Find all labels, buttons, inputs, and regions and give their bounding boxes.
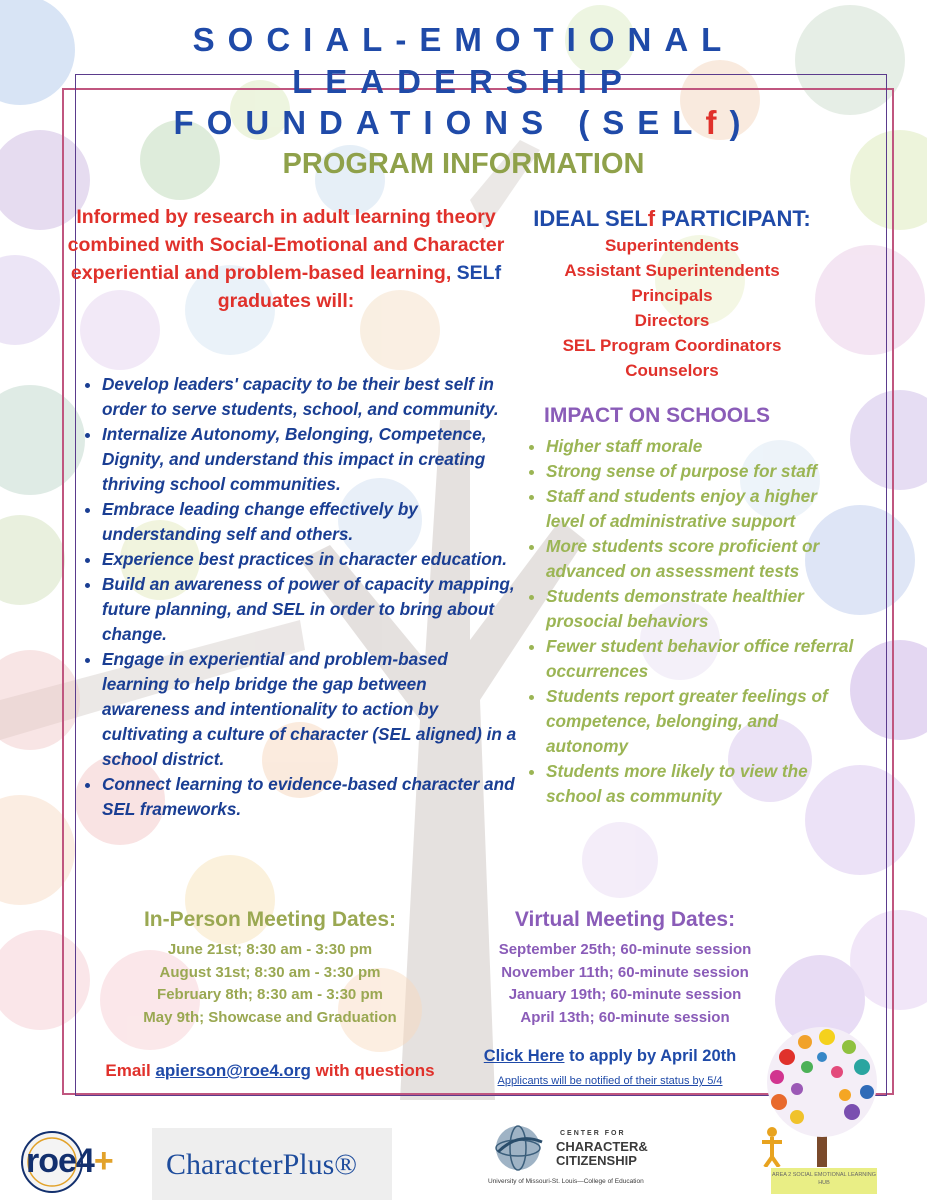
roe4-plus: + [93, 1142, 113, 1180]
globe-icon [488, 1122, 550, 1178]
roe4-logo [14, 1128, 113, 1194]
list-item: • Internalize Autonomy, Belonging, Competence, Dignity, and understand this impact in creating thriving school communities. [102, 422, 517, 497]
list-item: February 8th; 8:30 am - 3:30 pm [157, 986, 383, 1003]
cc-line-1: CENTER FOR [560, 1130, 626, 1137]
list-item: August 31st; 8:30 am - 3:30 pm [159, 963, 381, 981]
ideal-heading-a: IDEAL SEL [533, 206, 648, 231]
list-item: • Experience best practices in character education. [102, 547, 517, 572]
in-person-dates [100, 939, 440, 1029]
list-item: • Students report greater feelings of competence, belonging, and autonomy [546, 684, 858, 759]
list-item: • Build an awareness of power of capacity mapping, future planning, and SEL in order to bring about change. [102, 572, 517, 647]
list-item: • Engage in experiential and problem-based learning to help bridge the gap between awareness and intentionality to action by cultivating a culture of character (SEL aligned) in a school district. [102, 647, 517, 772]
email-suffix: with questions [310, 1061, 435, 1080]
virtual-heading: Virtual Meeting Dates: [514, 908, 736, 931]
ideal-participant-heading [512, 206, 832, 232]
cc-line-2a: CHARACTER& [556, 1139, 648, 1154]
list-item: • Students more likely to view the school as community [546, 759, 858, 809]
title-f-letter: f [705, 104, 730, 141]
email-prefix: Email [105, 1061, 156, 1080]
list-item: Counselors [625, 361, 719, 380]
sel-hub-tree-logo [737, 1017, 907, 1197]
list-item: • Fewer student behavior office referral occurrences [546, 634, 858, 684]
character-citizenship-logo [488, 1122, 678, 1190]
intro-f: f [494, 262, 502, 284]
characterplus-logo [152, 1128, 392, 1200]
cc-line-2 [556, 1140, 648, 1168]
roe4-text: roe4 [26, 1142, 94, 1180]
tree-logo-caption: AREA 2 SOCIAL EMOTIONAL LEARNING HUB [771, 1168, 877, 1194]
email-contact [80, 1061, 460, 1081]
list-item: • Staff and students enjoy a higher level of administrative support [546, 484, 858, 534]
apply-text: to apply by April 20th [564, 1047, 737, 1065]
applicant-notice-link[interactable]: Applicants will be notified of their status by 5/4 [497, 1075, 723, 1087]
intro-selF-word [457, 262, 501, 284]
list-item: November 11th; 60-minute session [501, 963, 749, 981]
list-item: June 21st; 8:30 am - 3:30 pm [167, 941, 373, 958]
list-item: • Higher staff morale [546, 434, 858, 459]
list-item: • Students demonstrate healthier prosocial behaviors [546, 584, 858, 634]
cc-line-3: University of Missouri-St. Louis—College of Education [488, 1178, 644, 1185]
title-line-3-end: ) [729, 104, 754, 141]
list-item: Directors [634, 311, 710, 330]
intro-text: Informed by research in adult learning theory combined with Social-Emotional and Character experiential and problem-based learning, [67, 206, 505, 284]
apply-link[interactable]: Click Here [483, 1047, 565, 1065]
email-link[interactable]: apierson@roe4.org [155, 1061, 311, 1080]
colorful-tree-icon [737, 1017, 907, 1167]
apply-line [460, 1047, 760, 1066]
list-item: September 25th; 60-minute session [498, 941, 752, 958]
list-item: May 9th; Showcase and Graduation [143, 1008, 397, 1026]
intro-sel: SEL [456, 262, 495, 284]
title-line-3 [0, 103, 927, 143]
ideal-heading-f: f [647, 206, 656, 231]
list-item: April 13th; 60-minute session [520, 1008, 730, 1026]
title-line-3-main: FOUNDATIONS (SEL [173, 104, 706, 141]
intro-end: graduates will: [217, 290, 355, 312]
title-line-1: SOCIAL-EMOTIONAL [192, 21, 735, 58]
list-item: January 19th; 60-minute session [508, 986, 742, 1003]
characterplus-text: CharacterPlus® [166, 1148, 358, 1181]
list-item: • More students score proficient or advanced on assessment tests [546, 534, 858, 584]
ideal-participant-list [512, 233, 832, 383]
list-item: • Strong sense of purpose for staff [546, 459, 858, 484]
impact-heading: IMPACT ON SCHOOLS [544, 404, 770, 427]
list-item: SEL Program Coordinators [562, 336, 782, 355]
ideal-heading-b: PARTICIPANT: [655, 206, 811, 231]
list-item: Assistant Superintendents [564, 261, 780, 280]
list-item: Superintendents [604, 236, 740, 255]
list-item: Principals [631, 286, 713, 305]
graduate-goals-list [82, 372, 517, 822]
virtual-dates [470, 939, 780, 1029]
cc-line-2b: CITIZENSHIP [556, 1153, 637, 1168]
list-item: • Develop leaders' capacity to be their best self in order to serve students, school, and community. [102, 372, 517, 422]
list-item: • Embrace leading change effectively by understanding self and others. [102, 497, 517, 547]
in-person-heading: In-Person Meeting Dates: [143, 908, 397, 931]
title-line-2: LEADERSHIP [292, 63, 635, 100]
list-item: • Connect learning to evidence-based character and SEL frameworks. [102, 772, 517, 822]
page-subtitle: PROGRAM INFORMATION [282, 148, 645, 180]
impact-list [526, 434, 858, 809]
intro-paragraph [66, 203, 506, 315]
